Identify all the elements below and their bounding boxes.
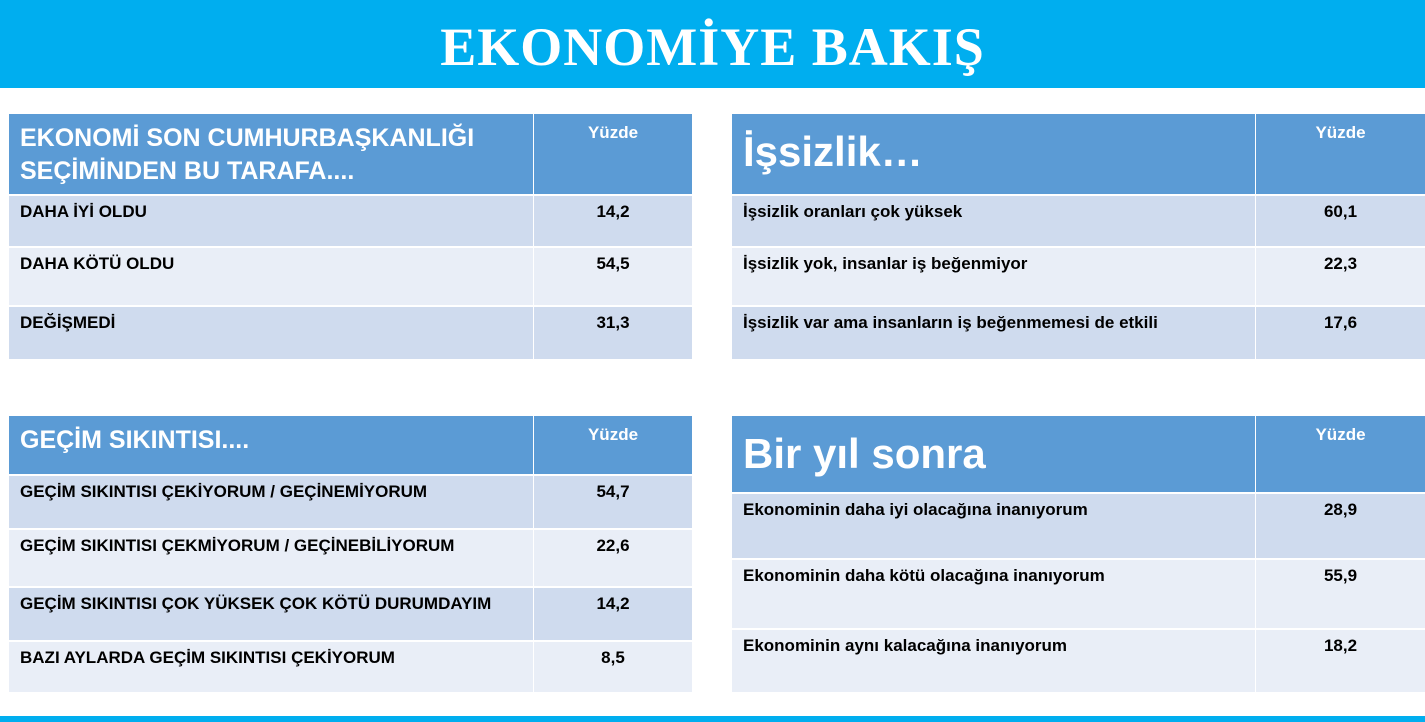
row-value: 28,9 xyxy=(1256,494,1425,560)
row-value: 54,7 xyxy=(534,476,692,530)
percent-column-header: Yüzde xyxy=(1256,114,1425,196)
row-label: Ekonominin daha kötü olacağına inanıyorum xyxy=(732,560,1256,630)
row-label: İşsizlik var ama insanların iş beğenmemesi de etkili xyxy=(732,307,1256,361)
row-label: DAHA KÖTÜ OLDU xyxy=(9,248,534,307)
table-cost-of-living xyxy=(9,416,692,694)
table-title: GEÇİM SIKINTISI.... xyxy=(9,416,534,476)
row-value: 22,6 xyxy=(534,530,692,588)
row-label: GEÇİM SIKINTISI ÇEKİYORUM / GEÇİNEMİYORUM xyxy=(9,476,534,530)
row-value: 55,9 xyxy=(1256,560,1425,630)
table-economy-since-election xyxy=(9,114,692,361)
row-value: 60,1 xyxy=(1256,196,1425,248)
row-label: BAZI AYLARDA GEÇİM SIKINTISI ÇEKİYORUM xyxy=(9,642,534,694)
row-label: GEÇİM SIKINTISI ÇEKMİYORUM / GEÇİNEBİLİYORUM xyxy=(9,530,534,588)
row-value: 18,2 xyxy=(1256,630,1425,694)
table-title-line: EKONOMİ SON CUMHURBAŞKANLIĞI xyxy=(20,124,475,152)
page-title: EKONOMİYE BAKIŞ xyxy=(440,17,985,77)
row-label: GEÇİM SIKINTISI ÇOK YÜKSEK ÇOK KÖTÜ DURUMDAYIM xyxy=(9,588,534,642)
percent-column-header: Yüzde xyxy=(534,114,692,196)
percent-column-header: Yüzde xyxy=(534,416,692,476)
row-value: 31,3 xyxy=(534,307,692,361)
table-title-line: SEÇİMİNDEN BU TARAFA.... xyxy=(20,157,355,185)
table-one-year-later xyxy=(732,416,1425,694)
table-title: Bir yıl sonra xyxy=(732,416,1256,494)
table-unemployment xyxy=(732,114,1425,361)
row-value: 17,6 xyxy=(1256,307,1425,361)
row-value: 54,5 xyxy=(534,248,692,307)
row-label: Ekonominin daha iyi olacağına inanıyorum xyxy=(732,494,1256,560)
table-title: İşsizlik… xyxy=(732,114,1256,196)
row-label: İşsizlik yok, insanlar iş beğenmiyor xyxy=(732,248,1256,307)
percent-column-header: Yüzde xyxy=(1256,416,1425,494)
row-value: 8,5 xyxy=(534,642,692,694)
row-label: DAHA İYİ OLDU xyxy=(9,196,534,248)
row-value: 22,3 xyxy=(1256,248,1425,307)
row-label: İşsizlik oranları çok yüksek xyxy=(732,196,1256,248)
row-label: DEĞİŞMEDİ xyxy=(9,307,534,361)
row-value: 14,2 xyxy=(534,588,692,642)
row-value: 14,2 xyxy=(534,196,692,248)
table-title xyxy=(9,114,534,196)
row-label: Ekonominin aynı kalacağına inanıyorum xyxy=(732,630,1256,694)
footer-divider xyxy=(0,716,1425,722)
